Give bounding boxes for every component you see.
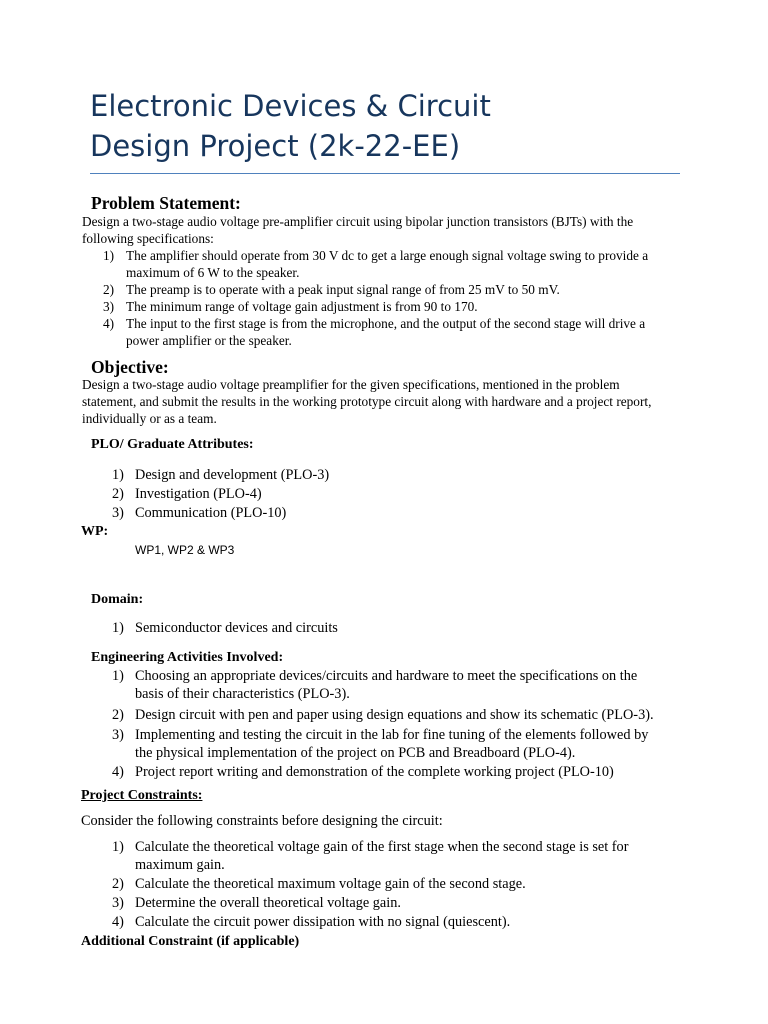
list-item: 1) Design and development (PLO-3)	[112, 467, 330, 483]
list-item: 2) Design circuit with pen and paper using design equations and show its schematic (PLO-3).	[112, 707, 654, 723]
additional-constraint-heading: Additional Constraint (if applicable)	[81, 934, 300, 949]
activities-list	[112, 667, 712, 781]
list-item: 4) Calculate the circuit power dissipation with no signal (quiescent).	[112, 914, 511, 930]
list-item: 3) Implementing and testing the circuit in the lab for fine tuning of the elements followed by the physical implementation of the project on PCB and Breadboard (PLO-4).	[112, 727, 649, 761]
problem-statement-heading: Problem Statement:	[91, 193, 241, 213]
list-item: 2) The preamp is to operate with a peak input signal range of from 25 mV to 50 mV.	[103, 282, 560, 297]
list-item: 1) Semiconductor devices and circuits	[112, 620, 338, 636]
specifications-list	[103, 247, 703, 349]
title-line-1: Electronic Devices & Circuit	[90, 89, 491, 123]
list-item: 3) Determine the overall theoretical voltage gain.	[112, 895, 401, 911]
domain-heading: Domain:	[91, 592, 144, 607]
title-line-2: Design Project (2k-22-EE)	[90, 129, 461, 163]
list-item: 1) Choosing an appropriate devices/circuits and hardware to meet the specifications on the basis of their characteristics (PLO-3).	[112, 668, 638, 702]
list-item: 1) Calculate the theoretical voltage gain of the first stage when the second stage is set for maximum gain.	[112, 839, 629, 873]
activities-heading: Engineering Activities Involved:	[91, 650, 284, 665]
plo-list	[112, 466, 672, 522]
domain-list	[112, 619, 672, 637]
wp-heading: WP:	[81, 524, 109, 539]
list-item: 1) The amplifier should operate from 30 V dc to get a large enough signal voltage swing to provide a maximum of 6 W to the speaker.	[103, 248, 649, 280]
document-title	[90, 86, 690, 166]
list-item: 3) Communication (PLO-10)	[112, 505, 287, 521]
objective-heading: Objective:	[91, 357, 169, 377]
list-item: 2) Investigation (PLO-4)	[112, 486, 262, 502]
problem-statement-intro	[82, 213, 722, 247]
list-item: 3) The minimum range of voltage gain adjustment is from 90 to 170.	[103, 299, 478, 314]
list-item: 4) Project report writing and demonstration of the complete working project (PLO-10)	[112, 764, 614, 780]
constraints-heading: Project Constraints:	[81, 788, 203, 803]
list-item: 2) Calculate the theoretical maximum voltage gain of the second stage.	[112, 876, 526, 892]
problem-intro-line-2: following specifications:	[82, 231, 214, 246]
wp-text: WP1, WP2 & WP3	[135, 543, 235, 557]
objective-text: Design a two-stage audio voltage preamplifier for the given specifications, mentioned in the problem statement, and submit the results in the working prototype circuit along with hardware and a project report, individually or as a team.	[82, 377, 652, 426]
constraints-list	[112, 838, 712, 931]
title-divider	[90, 173, 680, 174]
constraints-intro: Consider the following constraints before designing the circuit:	[81, 813, 443, 829]
plo-heading: PLO/ Graduate Attributes:	[91, 437, 254, 452]
problem-intro-line-1: Design a two-stage audio voltage pre-amplifier circuit using bipolar junction transistors (BJTs) with the	[82, 214, 634, 229]
list-item: 4) The input to the first stage is from the microphone, and the output of the second stage will drive a power amplifier or the speaker.	[103, 316, 646, 348]
